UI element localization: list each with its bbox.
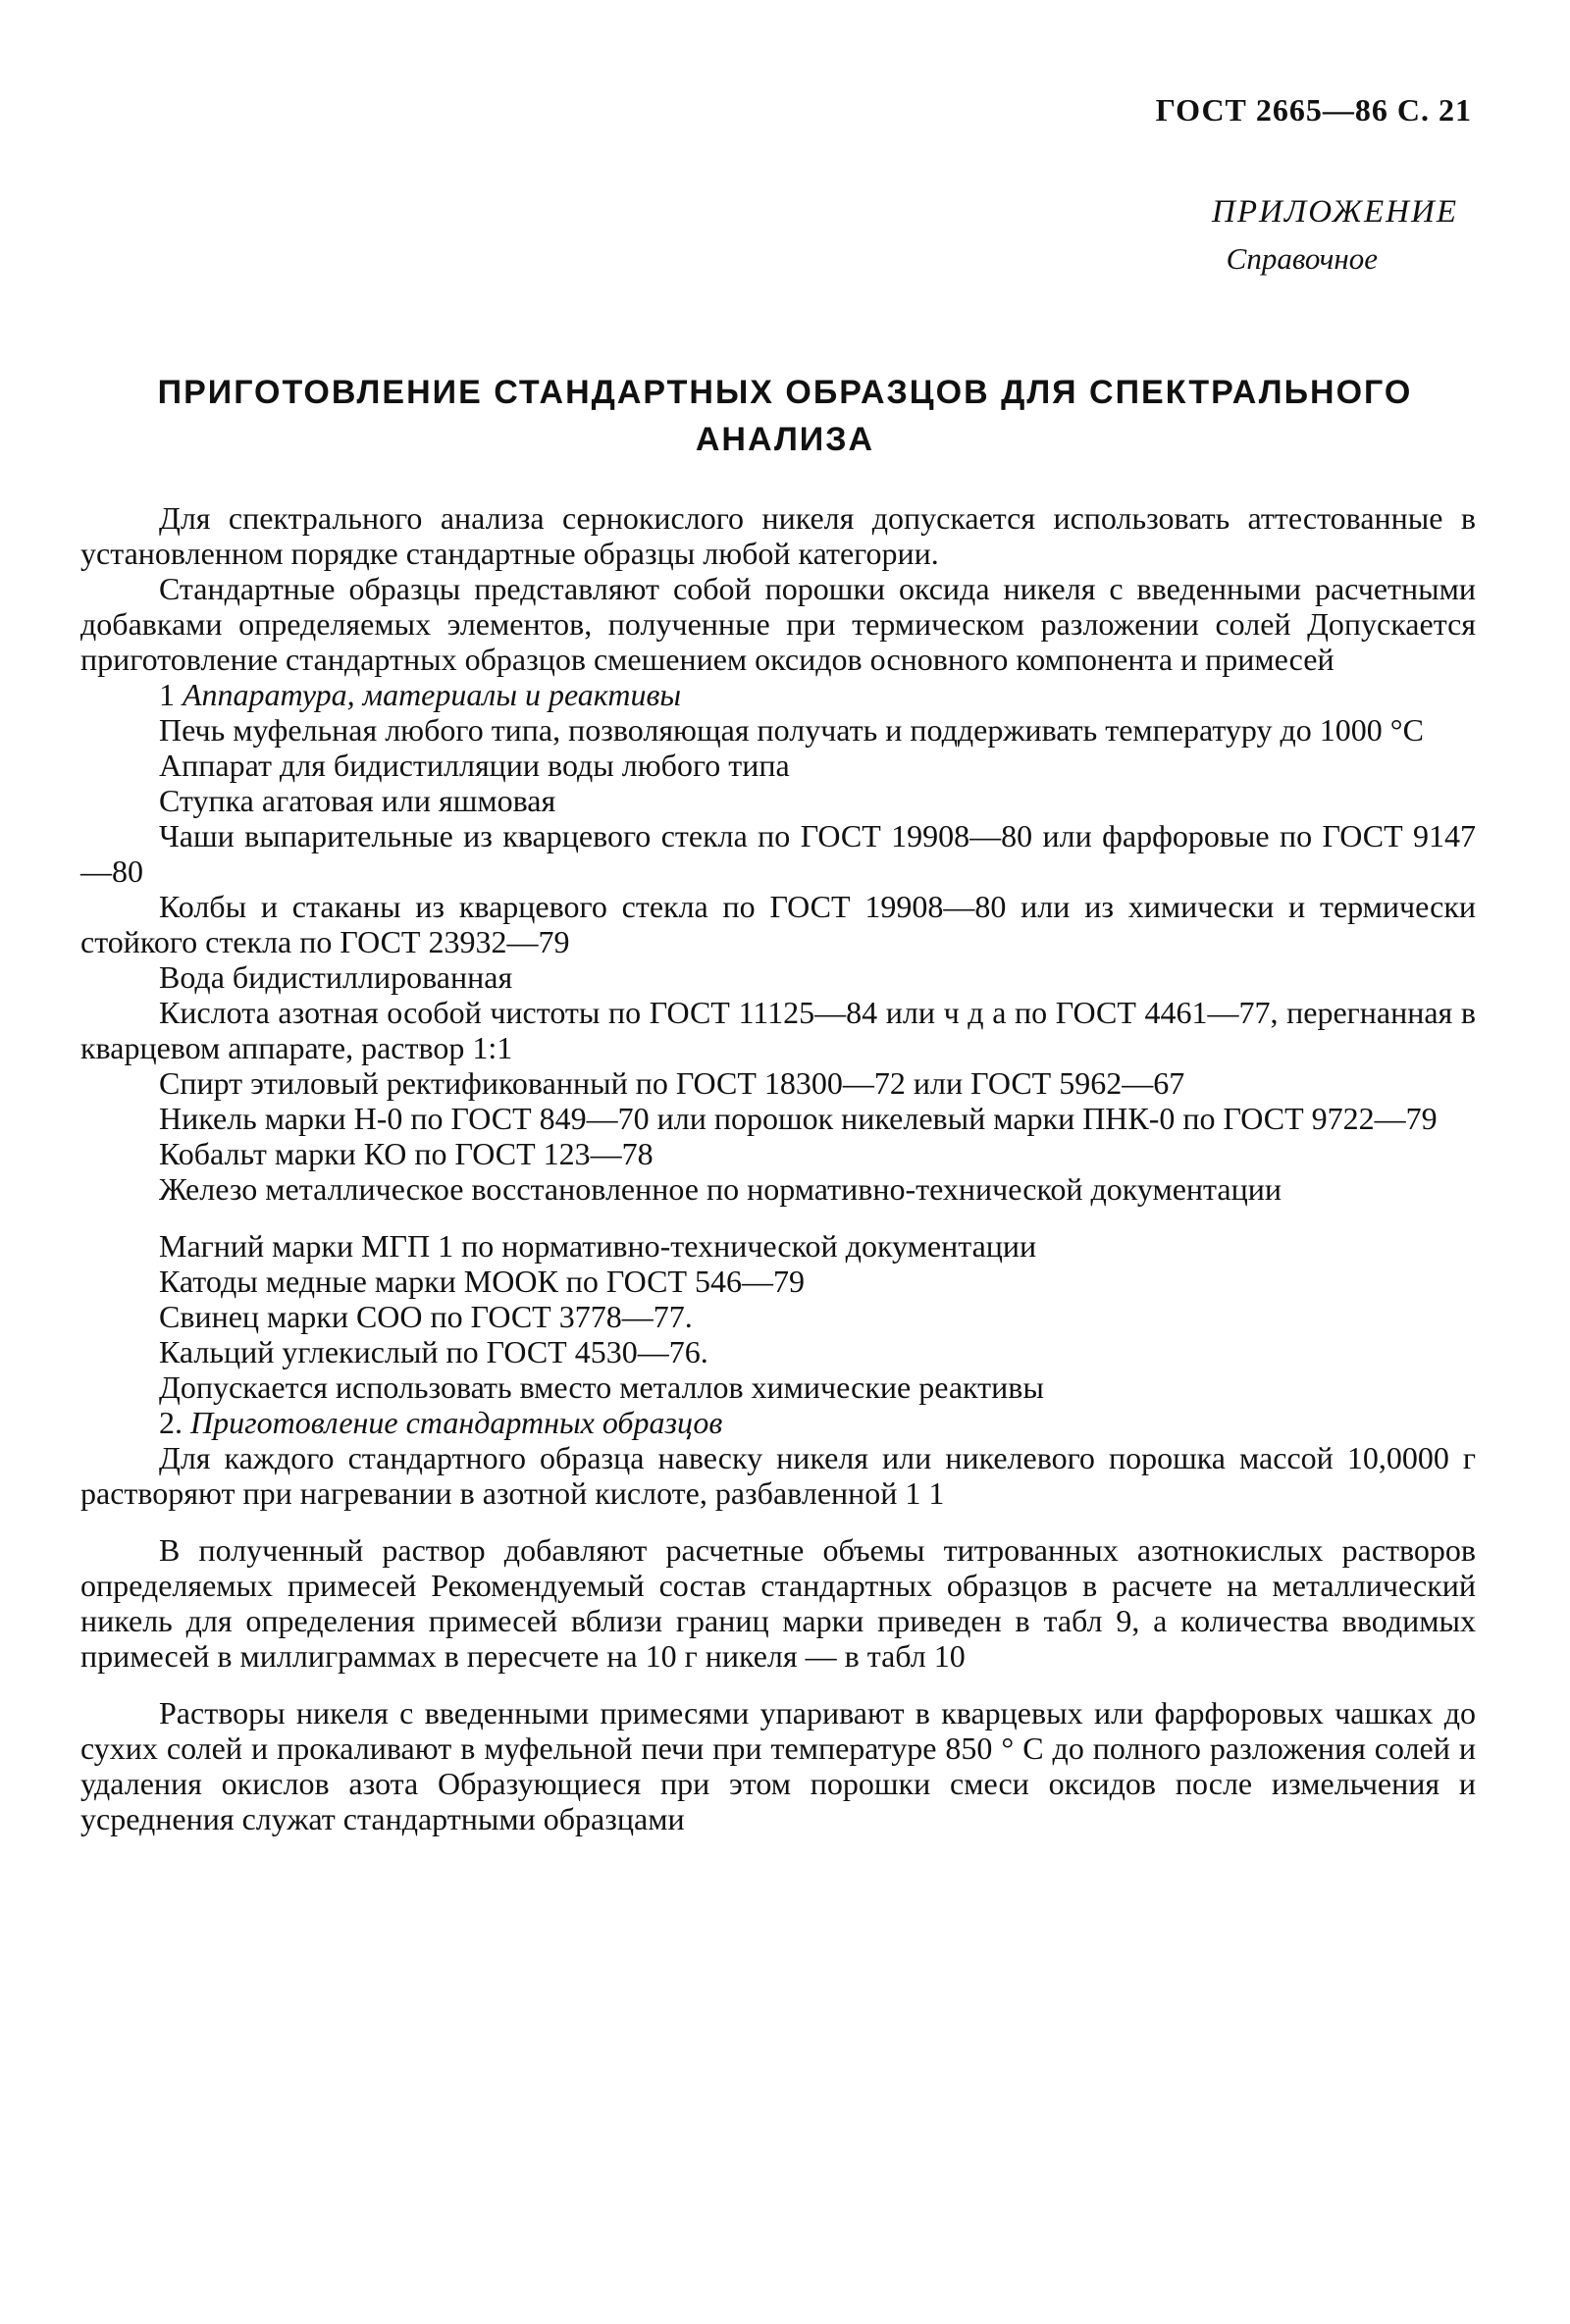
section-title: Приготовление стандартных образцов: [190, 1405, 723, 1440]
appendix-type: Справочное: [1226, 241, 1378, 276]
body-paragraph: Растворы никеля с введенными примесями упаривают в кварцевых или фарфоровых чашках до сухих солей и прокаливают в муфельной печи при температуре 850 ° С до полного разложения солей и удаления окислов азота Образующиеся при этом порошки смеси оксидов после измельчения и усреднения служат стандартными образцами: [80, 1695, 1476, 1836]
list-item: Чаши выпарительные из кварцевого стекла по ГОСТ 19908—80 или фарфоровые по ГОСТ 9147—80: [80, 818, 1476, 889]
page-reference: ГОСТ 2665—86 С. 21: [1155, 92, 1472, 128]
document-title: [88, 369, 1482, 463]
section-number: 1: [159, 677, 175, 712]
list-item: Аппарат для бидистилляции воды любого типа: [159, 748, 790, 783]
title-line-1: ПРИГОТОВЛЕНИЕ СТАНДАРТНЫХ ОБРАЗЦОВ ДЛЯ СПЕКТРАЛЬНОГО: [157, 374, 1413, 411]
intro-paragraph: Для спектрального анализа сернокислого никеля допускается использовать аттестованные в установленном порядке стандартные образцы любой категории.: [80, 500, 1476, 571]
section-heading: [80, 1405, 1476, 1440]
title-line-2: АНАЛИЗА: [695, 421, 875, 458]
list-item: Кобальт марки КО по ГОСТ 123—78: [159, 1136, 654, 1171]
section-number: 2.: [159, 1405, 183, 1440]
list-item: Спирт этиловый ректификованный по ГОСТ 18300—72 или ГОСТ 5962—67: [159, 1065, 1185, 1101]
list-item: Свинец марки СОО по ГОСТ 3778—77.: [159, 1299, 693, 1334]
section-heading: [80, 677, 1476, 712]
list-item: Магний марки МГП 1 по нормативно-технической документации: [159, 1228, 1037, 1264]
document-body: [80, 500, 1476, 1836]
list-item: Вода бидистиллированная: [159, 959, 513, 995]
intro-paragraph: Стандартные образцы представляют собой порошки оксида никеля с введенными расчетными добавками определяемых элементов, полученные при термическом разложении солей Допускается приготовление стандартных образцов смешением оксидов основного компонента и примесей: [80, 571, 1476, 677]
section-title: Аппаратура, материалы и реактивы: [183, 677, 681, 712]
list-item: Допускается использовать вместо металлов химические реактивы: [159, 1369, 1044, 1405]
list-item: Колбы и стаканы из кварцевого стекла по ГОСТ 19908—80 или из химически и термически стойкого стекла по ГОСТ 23932—79: [80, 889, 1476, 959]
body-paragraph: Для каждого стандартного образца навеску никеля или никелевого порошка массой 10,0000 г растворяют при нагревании в азотной кислоте, разбавленной 1 1: [80, 1440, 1476, 1511]
list-item: Печь муфельная любого типа, позволяющая получать и поддерживать температуру до 1000 °С: [159, 712, 1424, 748]
list-item: Железо металлическое восстановленное по нормативно-технической документации: [159, 1171, 1282, 1207]
list-item: Кислота азотная особой чистоты по ГОСТ 11125—84 или ч д а по ГОСТ 4461—77, перегнанная в кварцевом аппарате, раствор 1:1: [80, 995, 1476, 1065]
list-item: Катоды медные марки МООК по ГОСТ 546—79: [159, 1264, 805, 1299]
body-paragraph: В полученный раствор добавляют расчетные объемы титрованных азотнокислых растворов определяемых примесей Рекомендуемый состав стандартных образцов в расчете на металлический никель для определения примесей вблизи границ марки приведен в табл 9, а количества вводимых примесей в миллиграммах в пересчете на 10 г никеля — в табл 10: [80, 1532, 1476, 1674]
list-item: Кальций углекислый по ГОСТ 4530—76.: [159, 1334, 708, 1369]
list-item: Ступка агатовая или яшмовая: [159, 783, 556, 818]
appendix-label: ПРИЛОЖЕНИЕ: [1212, 194, 1458, 230]
list-item: Никель марки Н-0 по ГОСТ 849—70 или порошок никелевый марки ПНК-0 по ГОСТ 9722—79: [159, 1101, 1438, 1136]
